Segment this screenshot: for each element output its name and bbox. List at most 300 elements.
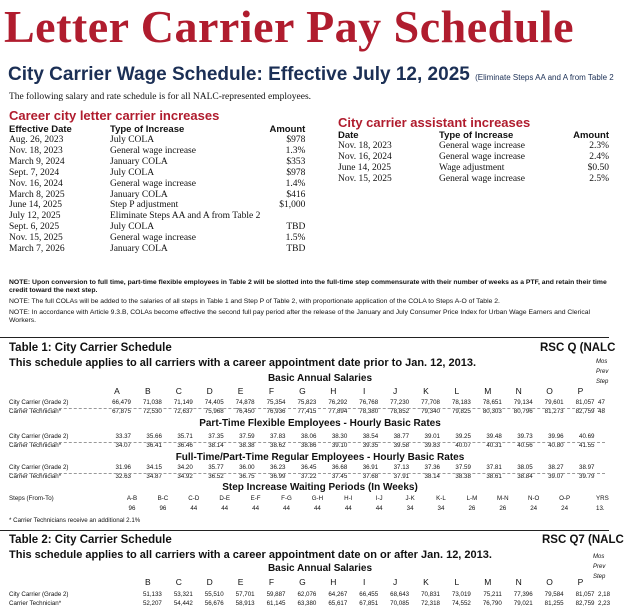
step-range: C-D [188,495,200,502]
rate-cell-cut: 2,18 [598,591,611,598]
step-weeks: 44 [344,505,352,512]
rate-cell: 36.45 [300,464,317,471]
rate-cell: 56,676 [204,599,224,607]
rate-cell: 32.63 [115,472,131,480]
increase-type: July COLA [110,167,155,178]
increase-amount: 2.5% [589,173,609,184]
section-divider [0,337,609,338]
increase-row [9,157,305,168]
step-letter: O [546,577,553,587]
steps-label: Steps (From-To) [9,495,54,502]
rate-cell: 64,267 [328,591,348,598]
rate-cell: 78,651 [482,399,502,406]
rate-cell: 39.96 [548,433,564,440]
rate-cell: 36.91 [362,464,379,471]
increase-amount: $0.50 [587,162,609,173]
rate-cell: 37.68 [362,472,379,480]
step-letter: D [206,577,213,587]
increase-row [338,163,609,174]
rate-cell: 77,396 [513,591,533,598]
increase-amount: TBD [286,222,306,233]
cca-increases-header-row [338,130,609,141]
increase-row [9,146,305,157]
note-label: NOTE: [9,279,31,286]
row-label: Carrier Technician* [9,407,62,415]
increase-date: Nov. 18, 2023 [9,145,63,156]
rate-cell: 34.92 [177,472,193,480]
step-range: K-L [436,495,446,502]
increase-amount: $353 [286,156,306,167]
rate-cell: 34.87 [146,472,162,480]
rate-cell: 71,038 [142,399,162,406]
step-range: G-H [311,495,324,502]
rate-cell: 39.25 [455,433,471,440]
ft-heading: Full-Time/Part-Time Regular Employees - Hourly Basic Rates [175,452,465,463]
rate-cell: 38.38 [455,472,471,480]
rate-cell: 51,133 [142,591,162,598]
rate-cell: 38.05 [517,464,533,471]
column-header: Amount [573,130,609,141]
table1-side-note [596,357,608,387]
step-letter: F [268,577,275,587]
rate-cell: 41.55 [579,441,595,449]
step-range: H-I [344,495,353,502]
rate-cell: 35.77 [208,464,224,471]
rate-cell: 37.35 [208,433,224,440]
step-letter: A [114,386,120,396]
step-letter: N [515,577,522,587]
step-letter: M [484,577,492,587]
rate-cell: 31.96 [115,464,131,471]
rate-cell: 38.86 [300,441,317,449]
rate-cell: 34.07 [115,441,131,449]
table2-side-note [593,552,605,582]
step-letter: D [206,386,213,396]
increase-row [9,244,305,255]
step-letter: J [392,577,398,587]
page-title: Letter Carrier Pay Schedule [4,1,575,52]
rate-cell: 38.38 [239,441,255,449]
rate-cell: 37.36 [424,464,440,471]
rate-cell: 77,415 [297,407,317,415]
step-weeks: 96 [159,505,167,512]
rate-cell: 37.59 [455,464,471,471]
rate-cell: 72,637 [173,407,193,415]
table1-title: Table 1: City Carrier Schedule [9,342,172,354]
rate-cell: 75,354 [266,399,286,406]
increase-date: March 8, 2025 [9,189,65,200]
increase-type: General wage increase [439,141,525,151]
rate-cell: 81,057 [575,399,595,406]
rate-cell: 36.75 [239,472,255,480]
step-weeks: 24 [530,505,538,512]
row-label: Carrier Technician* [9,472,62,480]
increase-row [338,141,609,152]
rate-cell: 38.97 [579,464,595,471]
rate-cell: 67,875 [112,407,131,415]
rate-cell: 40.56 [517,441,533,449]
rate-cell: 82,759 [575,407,595,415]
table2-subtitle: This schedule applies to all carriers with a career appointment date on or after Jan. 12, 2013. [9,549,492,561]
rate-cell: 79,134 [513,399,533,406]
column-header: Amount [269,124,306,135]
rate-cell: 81,057 [575,591,595,598]
increase-type: General wage increase [110,145,196,156]
rate-cell: 39.35 [362,441,379,449]
rate-cell: 70,085 [390,599,410,607]
step-weeks: 96 [128,505,136,512]
rate-cell: 39.58 [393,441,410,449]
step-letter: E [237,577,244,587]
rate-cell: 62,076 [297,591,317,598]
increase-row [9,190,305,201]
ptf-heading: Part-Time Flexible Employees - Hourly Basic Rates [199,418,441,429]
schedule-subtitle [8,64,614,89]
rate-cell: 38.14 [424,472,440,480]
row-label: City Carrier (Grade 2) [9,433,69,440]
side-note-line: Step [596,379,609,385]
step-letter: K [423,577,429,587]
rate-cell: 40.07 [455,441,471,449]
rate-cell: 36.46 [177,441,193,449]
increase-type: General wage increase [439,173,525,184]
rate-cell: 38.54 [362,433,379,440]
rate-cell: 77,708 [421,399,440,406]
increase-row [9,179,305,190]
rate-cell: 74,405 [204,399,224,406]
step-letter: P [577,577,584,587]
table2-title: Table 2: City Carrier Schedule [9,534,172,546]
rate-cell: 38.62 [270,441,286,449]
rate-cell: 36.23 [270,464,286,471]
rate-cell: 37.81 [486,464,502,471]
increase-type: Step P adjustment [110,200,179,211]
step-letter: L [454,386,460,396]
step-weeks: 44 [283,505,290,512]
increase-type: General wage increase [110,178,196,189]
table1-subtitle: This schedule applies to all carriers with a career appointment date prior to Jan. 12, 2013. [9,357,477,369]
waiting-heading: Step Increase Waiting Periods (In Weeks) [222,482,418,493]
rate-cell: 34.15 [146,464,162,471]
rate-cell: 58,913 [235,599,255,607]
step-range: D-E [219,495,231,502]
rate-cell: 37.83 [270,433,286,440]
increase-type: July COLA [110,135,155,145]
rate-cell: 79,021 [513,599,533,607]
increase-type: January COLA [110,244,168,255]
rate-cell: 36.00 [239,464,255,471]
rate-cell: 79,340 [421,407,440,415]
step-range: N-O [528,495,540,502]
rate-cell: 71,149 [173,399,193,406]
increase-date: Nov. 18, 2023 [338,141,392,151]
increase-row [9,135,305,146]
step-letter: F [268,386,275,396]
row-label: Carrier Technician* [9,441,62,449]
step-weeks: 26 [468,505,476,512]
step-letter: J [392,386,398,396]
rate-cell: 75,968 [204,407,224,415]
increase-type: January COLA [110,189,168,200]
step-weeks: 44 [313,505,321,512]
rate-cell: 36.52 [208,472,224,480]
step-letter: L [454,577,460,587]
increase-amount: TBD [286,244,306,255]
rate-cell: 76,936 [266,407,286,415]
rate-cell-cut: 2,23 [598,599,611,607]
step-weeks: 34 [406,505,414,512]
increase-row [338,152,609,163]
step-range: F-G [281,495,292,502]
rate-cell: 68,643 [390,591,410,598]
rate-cell: 40.69 [579,433,595,440]
rate-cell: 38.77 [393,433,410,440]
increase-date: June 14, 2025 [338,162,392,173]
rate-cell: 78,380 [359,407,379,415]
increase-date: March 7, 2026 [9,244,65,255]
rate-cell-cut: 48 [598,407,605,415]
increase-row [9,168,305,179]
step-weeks: 24 [561,505,569,512]
rate-cell: 72,318 [421,599,440,607]
rate-cell: 37.91 [393,472,410,480]
rate-cell: 53,321 [173,591,193,598]
step-letter: N [515,386,522,396]
increase-amount: 2.3% [589,141,609,151]
note-ptf-conversion [9,279,609,296]
increase-amount: $416 [286,189,306,200]
step-range: A-B [126,495,138,502]
increase-date: Sept. 7, 2024 [9,167,60,178]
rate-cell: 37.59 [239,433,255,440]
note-text: Upon conversion to full time, part-time flexible employees in Table 2 will be slotted into the full-time step commensurate with their number of weeks as a PTF, and retain their time credit toward the next step. [9,279,607,295]
rate-cell: 78,183 [451,399,471,406]
rate-cell: 39.01 [424,433,440,440]
rate-cell: 39.73 [517,433,533,440]
rate-cell: 36.41 [146,441,162,449]
rate-cell: 39.07 [548,472,564,480]
rate-cell: 80,303 [482,407,502,415]
rate-cell: 38.27 [548,464,564,471]
increase-date: July 12, 2025 [9,211,61,222]
rate-cell: 79,601 [544,399,564,406]
increase-date: March 9, 2024 [9,156,65,167]
rate-cell: 40.31 [486,441,502,449]
rate-cell: 78,852 [390,407,410,415]
rate-cell: 36.68 [331,464,348,471]
rate-cell: 82,759 [575,599,595,607]
step-letter: K [423,386,429,396]
column-header: Type of Increase [110,124,185,135]
note-cola-effective: NOTE: In accordance with Article 9.3.B, COLAs become effective the second full pay period after the release of the January and July Consumer Price Index for Urban Wage Earners and Clerical Workers. [9,309,591,325]
rate-cell: 81,273 [544,407,564,415]
step-range: I-J [375,495,383,502]
rate-cell: 70,831 [421,591,440,598]
cca-increases-table [338,130,609,185]
increase-date: Aug. 26, 2023 [9,135,64,145]
increase-type: July COLA [110,222,155,233]
step-range: M-N [496,495,509,502]
step-weeks: 44 [252,505,260,512]
cca-increases-heading: City carrier assistant increases [338,115,531,130]
step-range: B-C [157,495,169,502]
rate-cell: 73,019 [451,591,471,598]
rate-cell: 80,796 [513,407,533,415]
increase-row [9,222,305,233]
rate-cell: 40.80 [548,441,564,449]
step-letter: I [363,386,366,396]
step-letter: I [363,577,366,587]
increase-amount: $1,000 [279,200,306,211]
rate-cell: 39.10 [331,441,348,449]
increase-date: June 14, 2025 [9,200,63,211]
increase-row [9,200,305,211]
row-label: City Carrier (Grade 2) [9,464,69,471]
section-divider [0,530,609,531]
rate-cell: 39.83 [424,441,440,449]
step-letter: M [484,386,492,396]
rate-cell: 59,887 [266,591,286,598]
rate-cell: 37.45 [331,472,348,480]
side-note-line: Mos [593,554,605,560]
rate-cell: 35.66 [146,433,162,440]
increase-amount: 1.5% [285,233,306,244]
step-letter: P [577,386,584,396]
rate-cell: 38.06 [300,433,317,440]
rate-cell: 75,211 [483,591,502,598]
rate-cell: 37.22 [300,472,317,480]
step-weeks: 44 [221,505,229,512]
rate-cell: 77,230 [390,399,410,406]
subtitle-note: (Eliminate Steps AA and A from Table 2 [475,73,614,82]
step-range: J-K [405,495,415,502]
rate-cell: 61,145 [266,599,286,607]
table1-annual-heading: Basic Annual Salaries [267,373,373,384]
rate-cell: 38.61 [486,472,502,480]
increase-type: Eliminate Steps AA and A from Table 2 [110,211,261,222]
increase-date: Nov. 15, 2025 [9,233,63,244]
side-note-line: Prev [593,564,606,570]
rate-cell: 79,825 [451,407,471,415]
career-increases-header-row [9,124,305,135]
step-weeks: 44 [190,505,198,512]
increase-row [338,174,609,185]
increase-row [9,211,305,222]
column-header: Type of Increase [439,130,514,141]
rate-cell: 39.48 [486,433,502,440]
rate-cell-cut: 47 [598,399,605,406]
table2-annual-heading: Basic Annual Salaries [267,563,373,574]
rate-cell: 77,894 [328,407,348,415]
rate-cell: 65,617 [328,599,348,607]
increase-type: January COLA [110,156,168,167]
steps-tail: YRS [596,495,609,502]
step-letter: C [175,577,182,587]
step-letter: G [299,386,306,396]
rate-cell: 33.37 [115,433,131,440]
rate-cell: 79,584 [544,591,564,598]
rate-cell: 63,380 [297,599,317,607]
increase-amount: 1.4% [285,178,306,189]
rate-cell: 35.71 [177,433,193,440]
column-header: Effective Date [9,124,72,135]
rate-cell: 67,851 [359,599,379,607]
row-label: City Carrier (Grade 2) [9,591,69,598]
rate-cell: 38.14 [208,441,224,449]
increase-amount: $978 [286,135,306,145]
rate-cell: 72,530 [142,407,162,415]
rate-cell: 54,442 [173,599,193,607]
row-separator [9,473,605,474]
step-range: E-F [250,495,261,502]
increase-type: Wage adjustment [439,162,505,173]
table2-rsc-title: RSC Q7 (NALC [542,534,624,546]
career-increases-table [9,124,305,255]
rate-cell: 34.20 [177,464,193,471]
increase-amount: 2.4% [589,151,609,162]
step-weeks: 44 [375,505,383,512]
rate-cell: 57,701 [235,591,255,598]
step-letter: O [546,386,553,396]
increase-type: General wage increase [110,233,196,244]
rate-cell: 81,255 [544,599,564,607]
increase-amount: $978 [286,167,306,178]
increase-type: General wage increase [439,151,525,162]
rate-cell: 36.99 [270,472,286,480]
technician-footnote: * Carrier Technicians receive an additional 2.1% [9,517,141,524]
rate-cell: 76,790 [482,599,502,607]
rate-cell: 76,768 [359,399,379,406]
step-letter: B [145,386,151,396]
rate-cell: 74,552 [451,599,471,607]
row-label: City Carrier (Grade 2) [9,399,69,406]
rate-cell: 38.30 [331,433,348,440]
step-letter: E [237,386,244,396]
row-separator [9,442,605,443]
step-weeks: 26 [499,505,507,512]
intro-text: The following salary and rate schedule is for all NALC-represented employees. [9,92,312,102]
rate-cell: 76,292 [328,399,348,406]
rate-cell: 74,878 [235,399,255,406]
rate-cell: 39.79 [579,472,595,480]
rate-cell: 66,455 [359,591,379,598]
step-weeks: 34 [437,505,445,512]
step-range: O-P [559,495,571,502]
step-letter: G [299,577,306,587]
rate-cell: 75,823 [297,399,317,406]
rate-cell: 55,510 [204,591,224,598]
rate-cell: 52,207 [142,599,162,607]
increase-row [9,233,305,244]
row-label: Carrier Technician* [9,599,62,607]
side-note-line: Step [593,574,606,580]
rate-cell: 76,450 [235,407,255,415]
row-separator [9,408,605,409]
step-letter: H [330,386,337,396]
increase-date: Sept. 6, 2025 [9,222,60,233]
rate-cell: 66,479 [112,399,131,406]
increase-date: Nov. 15, 2025 [338,173,392,184]
increase-amount [260,211,305,222]
step-letter: B [145,577,151,587]
note-cola-steps: NOTE: The full COLAs will be added to the salaries of all steps in Table 1 and Step P of Table 2, with proportionate application of the COLA to Steps A-O of Table 2. [9,298,500,305]
step-letter: H [330,577,337,587]
weeks-tail: 13. [596,505,605,512]
step-range: L-M [466,495,478,502]
subtitle-text: City Carrier Wage Schedule: Effective July 12, 2025 [8,64,470,85]
increase-date: Nov. 16, 2024 [9,178,63,189]
side-note-line: Mos [596,359,608,365]
